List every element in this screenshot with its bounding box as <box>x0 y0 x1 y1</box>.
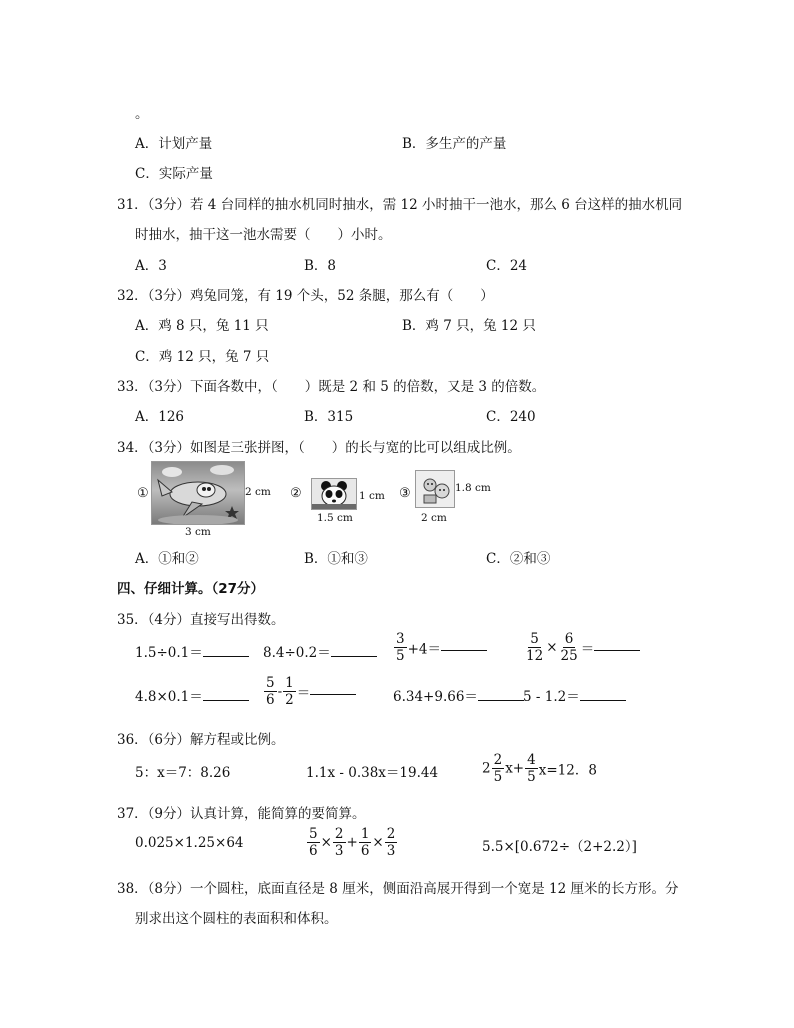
denominator: 2 <box>285 692 294 708</box>
fraction <box>524 631 545 664</box>
q30-option-a: A．计划产量 <box>135 136 213 152</box>
fraction <box>385 826 398 859</box>
denominator: 3 <box>334 843 344 859</box>
expr-text: 1.5÷0.1＝ <box>135 645 203 661</box>
cartoon-picture <box>415 470 455 508</box>
expr-text: 8.4÷0.2＝ <box>263 645 331 661</box>
pic1-height: 2 cm <box>245 486 271 498</box>
q36-eq-1: 5：x＝7：8.26 <box>135 765 231 781</box>
q31-line1: 31．（3分）若 4 台同样的抽水机同时抽水，需 12 小时抽干一池水，那么 6 台这样的抽水机同 <box>117 197 683 213</box>
numerator: 3 <box>396 631 405 647</box>
expr-text: +4＝ <box>407 641 441 658</box>
fraction <box>492 752 505 785</box>
pic1-width: 3 cm <box>185 526 211 538</box>
pic1-mark: ① <box>137 486 149 501</box>
numerator: 2 <box>386 826 396 842</box>
expr-text: x+ <box>505 760 525 777</box>
airplane-picture <box>151 461 245 525</box>
q34-option-a: A．①和② <box>135 551 199 567</box>
q35-expr-2 <box>263 641 377 661</box>
operator: × <box>320 834 332 851</box>
denominator: 5 <box>493 769 503 785</box>
q30-option-c: C．实际产量 <box>135 166 213 182</box>
pic3-mark: ③ <box>399 486 411 501</box>
denominator: 3 <box>386 843 396 859</box>
answer-blank[interactable] <box>580 688 626 701</box>
panda-icon <box>312 479 356 509</box>
denominator: 25 <box>560 648 578 664</box>
pic2-mark: ② <box>290 486 302 501</box>
pic2-height: 1 cm <box>359 490 385 502</box>
answer-blank[interactable] <box>203 688 249 701</box>
denominator: 6 <box>266 692 275 708</box>
q32-option-a: A．鸡 8 只，兔 11 只 <box>135 318 269 334</box>
equals: ＝ <box>296 685 311 702</box>
operator: + <box>346 834 358 851</box>
q37-expr-1: 0.025×1.25×64 <box>135 835 244 851</box>
denominator: 5 <box>396 648 405 664</box>
airplane-icon <box>152 462 244 524</box>
fraction <box>394 631 407 664</box>
operator: × <box>372 834 384 851</box>
q32-text: 32．（3分）鸡兔同笼，有 19 个头，52 条腿，那么有（ ） <box>117 288 494 304</box>
q33-option-c: C．240 <box>486 409 536 425</box>
q37-text: 37．（9分）认真计算，能简算的要简算。 <box>117 806 366 822</box>
section-heading: 四、仔细计算。（27分） <box>117 581 265 597</box>
q33-text: 33．（3分）下面各数中，（ ）既是 2 和 5 的倍数，又是 3 的倍数。 <box>117 379 546 395</box>
q36-text: 36．（6分）解方程或比例。 <box>117 732 285 748</box>
fraction <box>559 631 580 664</box>
mixed-whole: 2 <box>482 760 491 777</box>
q30-option-b: B．多生产的产量 <box>402 136 507 152</box>
numerator: 2 <box>334 826 344 842</box>
answer-blank[interactable] <box>310 682 356 695</box>
q32-option-b: B．鸡 7 只，兔 12 只 <box>402 318 536 334</box>
q35-expr-3 <box>393 631 487 664</box>
q33-option-b: B．315 <box>304 409 354 425</box>
q36-eq-3 <box>482 752 597 785</box>
q35-expr-4 <box>523 631 640 664</box>
fraction <box>307 826 320 859</box>
q35-expr-6 <box>263 675 356 708</box>
fraction <box>525 752 538 785</box>
panda-picture <box>311 478 357 510</box>
q35-text: 35．（4分）直接写出得数。 <box>117 612 285 628</box>
expr-text: 5 - 1.2＝ <box>523 689 580 705</box>
numerator: 5 <box>266 675 275 691</box>
q31-option-b: B．8 <box>304 258 337 274</box>
q34-option-c: C．②和③ <box>486 551 551 567</box>
fraction <box>333 826 346 859</box>
q35-expr-1 <box>135 641 249 661</box>
q33-option-a: A．126 <box>135 409 185 425</box>
cartoon-icon <box>416 471 454 507</box>
numerator: 4 <box>527 752 536 768</box>
pic3-height: 1.8 cm <box>455 482 491 494</box>
numerator: 1 <box>285 675 294 691</box>
q31-option-a: A．3 <box>135 258 167 274</box>
answer-blank[interactable] <box>331 644 377 657</box>
expr-text: x=12．8 <box>538 762 597 779</box>
numerator: 6 <box>564 631 574 647</box>
denominator: 12 <box>526 648 544 664</box>
equals: ＝ <box>580 641 595 658</box>
pic3-width: 2 cm <box>421 512 447 524</box>
q35-expr-7 <box>393 685 524 705</box>
operator: × <box>546 639 558 656</box>
q36-eq-2: 1.1x - 0.38x＝19.44 <box>306 765 439 781</box>
operator: - <box>277 683 283 700</box>
answer-blank[interactable] <box>594 638 640 651</box>
q38-line2: 别求出这个圆柱的表面积和体积。 <box>135 911 338 927</box>
answer-blank[interactable] <box>441 638 487 651</box>
fraction <box>359 826 372 859</box>
denominator: 6 <box>309 843 318 859</box>
q32-option-c: C．鸡 12 只，兔 7 只 <box>135 349 270 365</box>
q34-option-b: B．①和③ <box>304 551 368 567</box>
q30-tail-dot: 。 <box>135 106 149 122</box>
q37-expr-2 <box>306 826 398 859</box>
pic2-width: 1.5 cm <box>317 512 353 524</box>
expr-text: 6.34+9.66＝ <box>393 689 478 705</box>
fraction <box>264 675 277 708</box>
puzzle-figure <box>133 460 491 540</box>
denominator: 6 <box>360 843 370 859</box>
numerator: 5 <box>309 826 318 842</box>
numerator: 2 <box>493 752 503 768</box>
answer-blank[interactable] <box>478 688 524 701</box>
answer-blank[interactable] <box>203 644 249 657</box>
numerator: 1 <box>360 826 370 842</box>
expr-text: 4.8×0.1＝ <box>135 689 203 705</box>
q37-expr-3: 5.5×[0.672÷（2+2.2）] <box>482 839 637 855</box>
fraction <box>283 675 296 708</box>
q34-text: 34．（3分）如图是三张拼图，（ ）的长与宽的比可以组成比例。 <box>117 440 521 456</box>
q31-line2: 时抽水，抽干这一池水需要（ ）小时。 <box>135 227 392 243</box>
denominator: 5 <box>527 769 536 785</box>
q31-option-c: C．24 <box>486 258 528 274</box>
numerator: 5 <box>530 631 539 647</box>
q35-expr-5 <box>135 685 249 705</box>
q35-expr-8 <box>523 685 626 705</box>
q38-line1: 38．（8分）一个圆柱，底面直径是 8 厘米，侧面沿高展开得到一个宽是 12 厘米的长方形。分 <box>117 881 679 897</box>
